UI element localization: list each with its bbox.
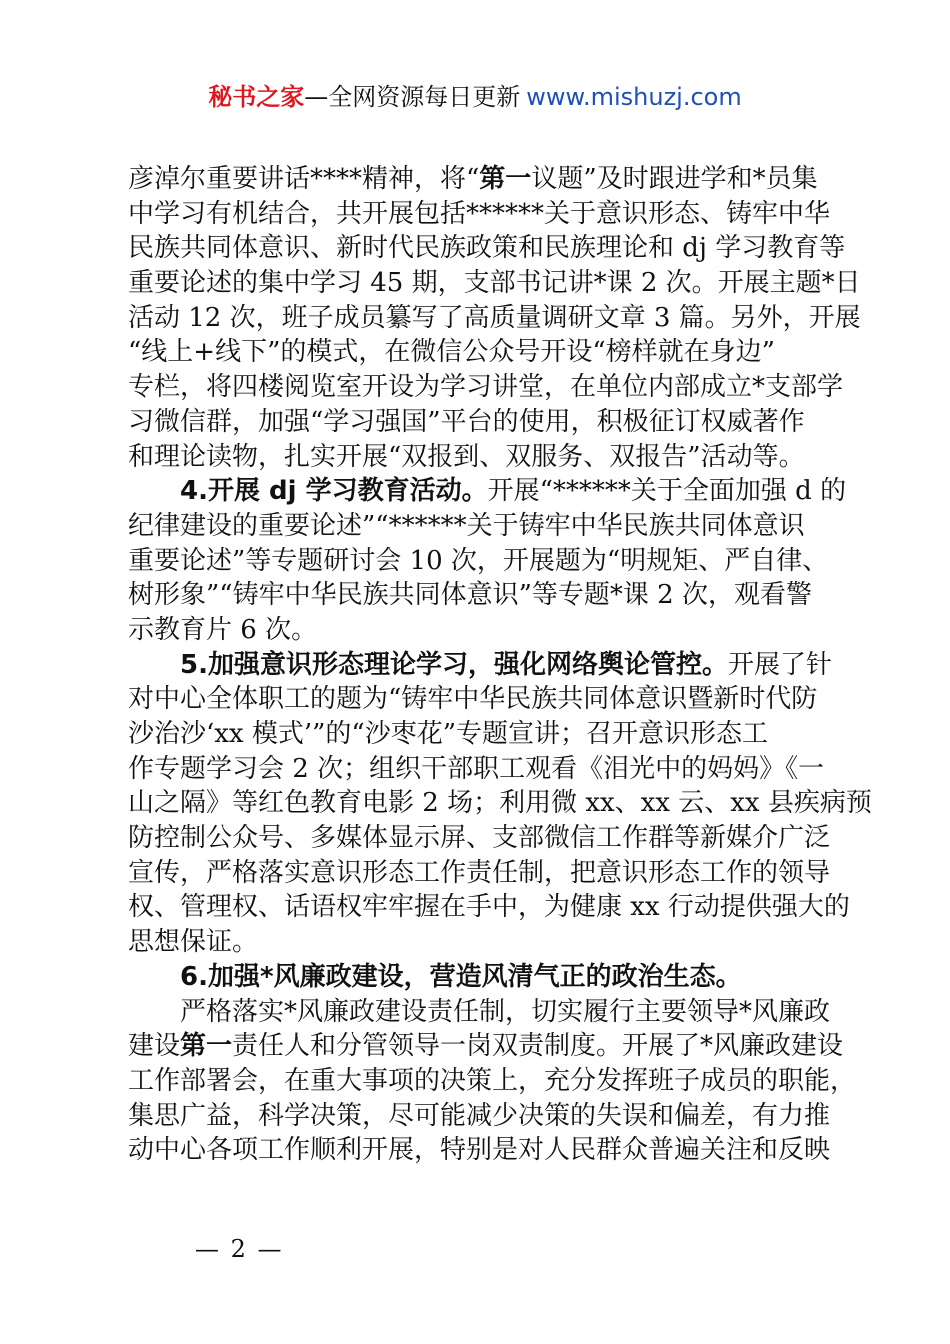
text-run: 重要论述的集中学习 45 期，支部书记讲*课 2 次。开展主题*日 — [128, 268, 861, 299]
text-run: 作专题学习会 2 次；组织干部职工观看《泪光中的妈妈》《一 — [128, 753, 825, 784]
text-line — [128, 266, 861, 301]
text-line — [128, 231, 848, 266]
text-line — [128, 440, 848, 475]
text-run: 民族共同体意识、新时代民族政策和民族理论和 dj 学习教育等 — [128, 233, 846, 264]
header-dash: — — [304, 83, 329, 111]
text-run: “线上+线下”的模式，在微信公众号开设“榜样就在身边” — [128, 337, 775, 368]
site-brand: 秘书之家 — [208, 83, 305, 111]
text-line — [128, 162, 848, 197]
text-run: 和理论读物，扎实开展“双报到、双服务、双报告”活动等。 — [128, 441, 805, 472]
text-line — [128, 856, 848, 891]
text-line — [128, 197, 848, 232]
text-line — [128, 1099, 848, 1134]
text-line — [128, 717, 848, 752]
text-line — [128, 890, 848, 925]
text-line — [128, 544, 848, 579]
text-line — [128, 786, 872, 821]
bold-text-run: 5.加强意识形态理论学习，强化网络舆论管控。 — [180, 649, 728, 680]
text-line — [128, 1064, 857, 1099]
text-run: 开展了针 — [727, 649, 832, 680]
text-run: 责任人和分管领导一岗双责制度。开展了*风廉政建设 — [232, 1031, 844, 1062]
text-run: 专栏，将四楼阅览室开设为学习讲堂，在单位内部成立*支部学 — [128, 372, 844, 403]
site-header — [0, 80, 950, 114]
text-run: 防控制公众号、多媒体显示屏、支部微信工作群等新媒介广泛 — [128, 823, 831, 854]
text-run: 工作部署会，在重大事项的决策上，充分发挥班子成员的职能， — [128, 1065, 857, 1096]
text-run: 开展“******关于全面加强 d 的 — [487, 476, 847, 507]
text-line — [128, 960, 848, 995]
bold-text-run: 4.开展 dj 学习教育活动。 — [180, 476, 488, 507]
text-line — [128, 301, 861, 336]
text-line — [128, 613, 848, 648]
text-run: 纪律建设的重要论述”“******关于铸牢中华民族共同体意识 — [128, 510, 805, 541]
text-line — [128, 752, 848, 787]
text-run: 彦淖尔重要讲话****精神，将“ — [128, 164, 480, 194]
text-line — [128, 925, 848, 960]
text-run: 重要论述”等专题研讨会 10 次，开展题为“明规矩、严自律、 — [128, 545, 829, 576]
bold-text-run: 第一 — [479, 164, 532, 194]
text-run: 动中心各项工作顺利开展，特别是对人民群众普遍关注和反映 — [128, 1135, 831, 1166]
bold-text-run: 6.加强*风廉政建设，营造风清气正的政治生态。 — [180, 961, 742, 992]
text-run: 山之隔》等红色教育电影 2 场；利用微 xx、xx 云、xx 县疾病预 — [128, 788, 872, 819]
text-run: 思想保证。 — [128, 927, 259, 958]
text-run: 习微信群，加强“学习强国”平台的使用，积极征订权威著作 — [128, 406, 805, 437]
site-url-link[interactable]: www.mishuzj.com — [526, 83, 742, 111]
site-tagline: 全网资源每日更新 — [328, 83, 521, 111]
text-run: 对中心全体职工的题为“铸牢中华民族共同体意识暨新时代防 — [128, 684, 818, 715]
text-run: 树形象”“铸牢中华民族共同体意识”等专题*课 2 次，观看警 — [128, 580, 812, 611]
text-line — [128, 335, 848, 370]
text-run: 宣传，严格落实意识形态工作责任制，把意识形态工作的领导 — [128, 857, 831, 888]
text-line — [128, 370, 848, 405]
text-line — [128, 1133, 848, 1168]
text-line — [128, 578, 848, 613]
bold-text-run: 第一 — [180, 1031, 233, 1062]
text-run: 建设 — [128, 1031, 181, 1062]
text-run: 中学习有机结合，共开展包括******关于意识形态、铸牢中华 — [128, 198, 831, 229]
document-body — [128, 162, 872, 1168]
text-line — [128, 1029, 848, 1064]
text-run: 活动 12 次，班子成员纂写了高质量调研文章 3 篇。另外，开展 — [128, 302, 861, 333]
text-line — [128, 509, 848, 544]
text-run: 严格落实*风廉政建设责任制，切实履行主要领导*风廉政 — [180, 996, 831, 1027]
text-run: 权、管理权、话语权牢牢握在手中，为健康 xx 行动提供强大的 — [128, 892, 850, 923]
text-line — [128, 682, 848, 717]
text-line — [128, 474, 848, 509]
text-run: 议题”及时跟进学和*员集 — [531, 164, 818, 194]
page-number: — 2 — — [195, 1235, 284, 1263]
text-run: 示教育片 6 次。 — [128, 614, 318, 645]
text-run: 集思广益，科学决策，尽可能减少决策的失误和偏差，有力推 — [128, 1100, 831, 1131]
text-line — [128, 648, 848, 683]
text-line — [128, 821, 848, 856]
text-run: 沙治沙‘xx 模式’”的“沙枣花”专题宣讲；召开意识形态工 — [128, 719, 768, 749]
text-line — [128, 405, 848, 440]
text-line — [128, 995, 848, 1030]
